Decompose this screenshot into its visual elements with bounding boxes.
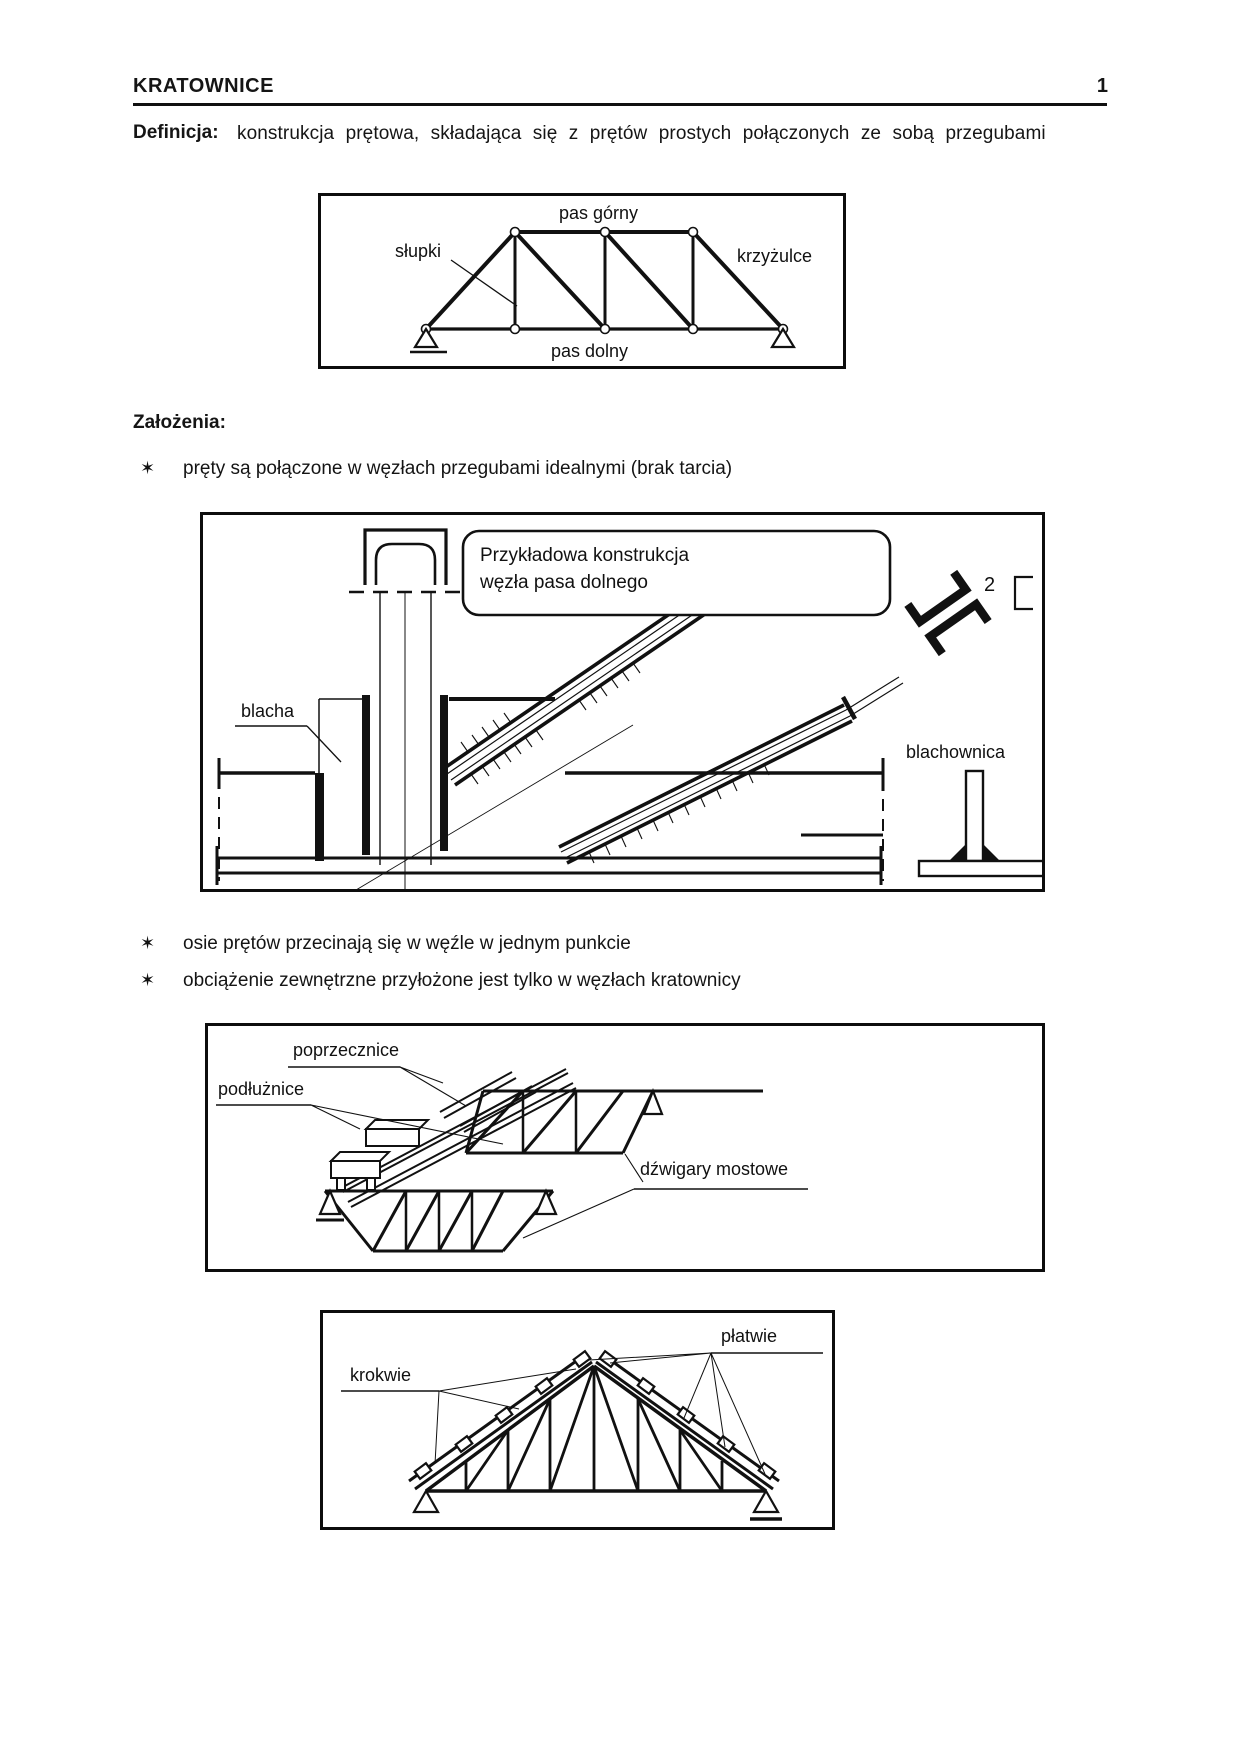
diagonal-A-weld-hatching-top — [461, 713, 511, 752]
roof-verticals — [466, 1366, 722, 1491]
support-pin-near-right — [536, 1191, 556, 1214]
label-diagonals: krzyżulce — [737, 246, 813, 266]
label-bottom-chord: pas dolny — [551, 341, 629, 361]
assumptions-heading: Założenia: — [133, 412, 226, 433]
figure-bridge-girders — [205, 1023, 1045, 1272]
assumption-item-1 — [140, 458, 732, 480]
assumption-item-2 — [140, 933, 631, 955]
gusset-plate-edges — [315, 695, 448, 861]
page-title: KRATOWNICE — [133, 75, 274, 97]
assumption-text: pręty są połączone w węzłach przegubami idealnymi (brak tarcia) — [183, 458, 733, 479]
assumption-item-3 — [140, 970, 741, 992]
channel-count-label: 2 — [984, 574, 996, 596]
bridge-girders-drawing — [208, 1026, 1042, 1269]
figure-roof-truss — [320, 1310, 835, 1530]
label-stringers: podłużnice — [218, 1079, 305, 1099]
label-top-chord: pas górny — [559, 203, 639, 223]
diagonal-A-weld-hatching — [471, 663, 640, 784]
star-bullet-icon: ✶ — [140, 933, 156, 953]
label-posts: słupki — [395, 241, 442, 261]
purlins-leaders — [589, 1353, 765, 1474]
callout-text-line2: węzła pasa dolnego — [480, 572, 648, 593]
stringer-box-a — [366, 1120, 428, 1146]
diagonal-B-extension — [846, 677, 903, 716]
figure-node-construction — [200, 512, 1045, 892]
label-plate: blacha — [241, 701, 295, 721]
truss-verticals — [515, 232, 693, 329]
assumption-text: osie prętów przecinają się w węźle w jednym punkcie — [183, 933, 631, 954]
label-rafters: krokwie — [350, 1365, 412, 1385]
label-purlins: płatwie — [721, 1326, 778, 1346]
support-pin-near-left — [320, 1191, 340, 1214]
plate-girder-section — [919, 771, 1042, 876]
assumption-text: obciążenie zewnętrzne przyłożone jest tylko w węzłach kratownicy — [183, 970, 741, 991]
label-girders: dźwigary mostowe — [640, 1159, 789, 1179]
diagonal-B-cut-mark — [843, 697, 855, 719]
definition-label: Definicja: — [133, 122, 219, 143]
plate-leader-line — [307, 726, 341, 762]
channel-section-inner — [376, 544, 435, 585]
support-pin-left — [415, 329, 437, 347]
single-channel-icon — [1015, 577, 1033, 609]
figure-simple-truss — [318, 193, 846, 369]
star-bullet-icon: ✶ — [140, 970, 156, 990]
diagonal-axis — [351, 725, 633, 889]
header-rule — [133, 103, 1107, 106]
diagonal-A-inner — [447, 592, 717, 780]
page-number: 1 — [1096, 75, 1108, 97]
definition-text: konstrukcja prętowa, składająca się z prętów prostych połączonych ze sobą przegubami — [237, 123, 1046, 144]
label-cross-beams: poprzecznice — [293, 1040, 400, 1060]
support-pin-left — [414, 1491, 438, 1512]
cross-beams — [440, 1072, 536, 1132]
callout-text-line1: Przykładowa konstrukcja — [480, 545, 690, 566]
girders-leaders — [523, 1154, 643, 1238]
label-plate-girder: blachownica — [906, 742, 1006, 762]
cross-beams-leaders — [400, 1067, 466, 1106]
support-pin-right — [772, 329, 794, 347]
support-pin-right — [754, 1491, 778, 1512]
star-bullet-icon: ✶ — [140, 458, 156, 478]
diagonal-B-weld-hatching — [589, 764, 769, 863]
double-channel-icon — [908, 572, 988, 653]
